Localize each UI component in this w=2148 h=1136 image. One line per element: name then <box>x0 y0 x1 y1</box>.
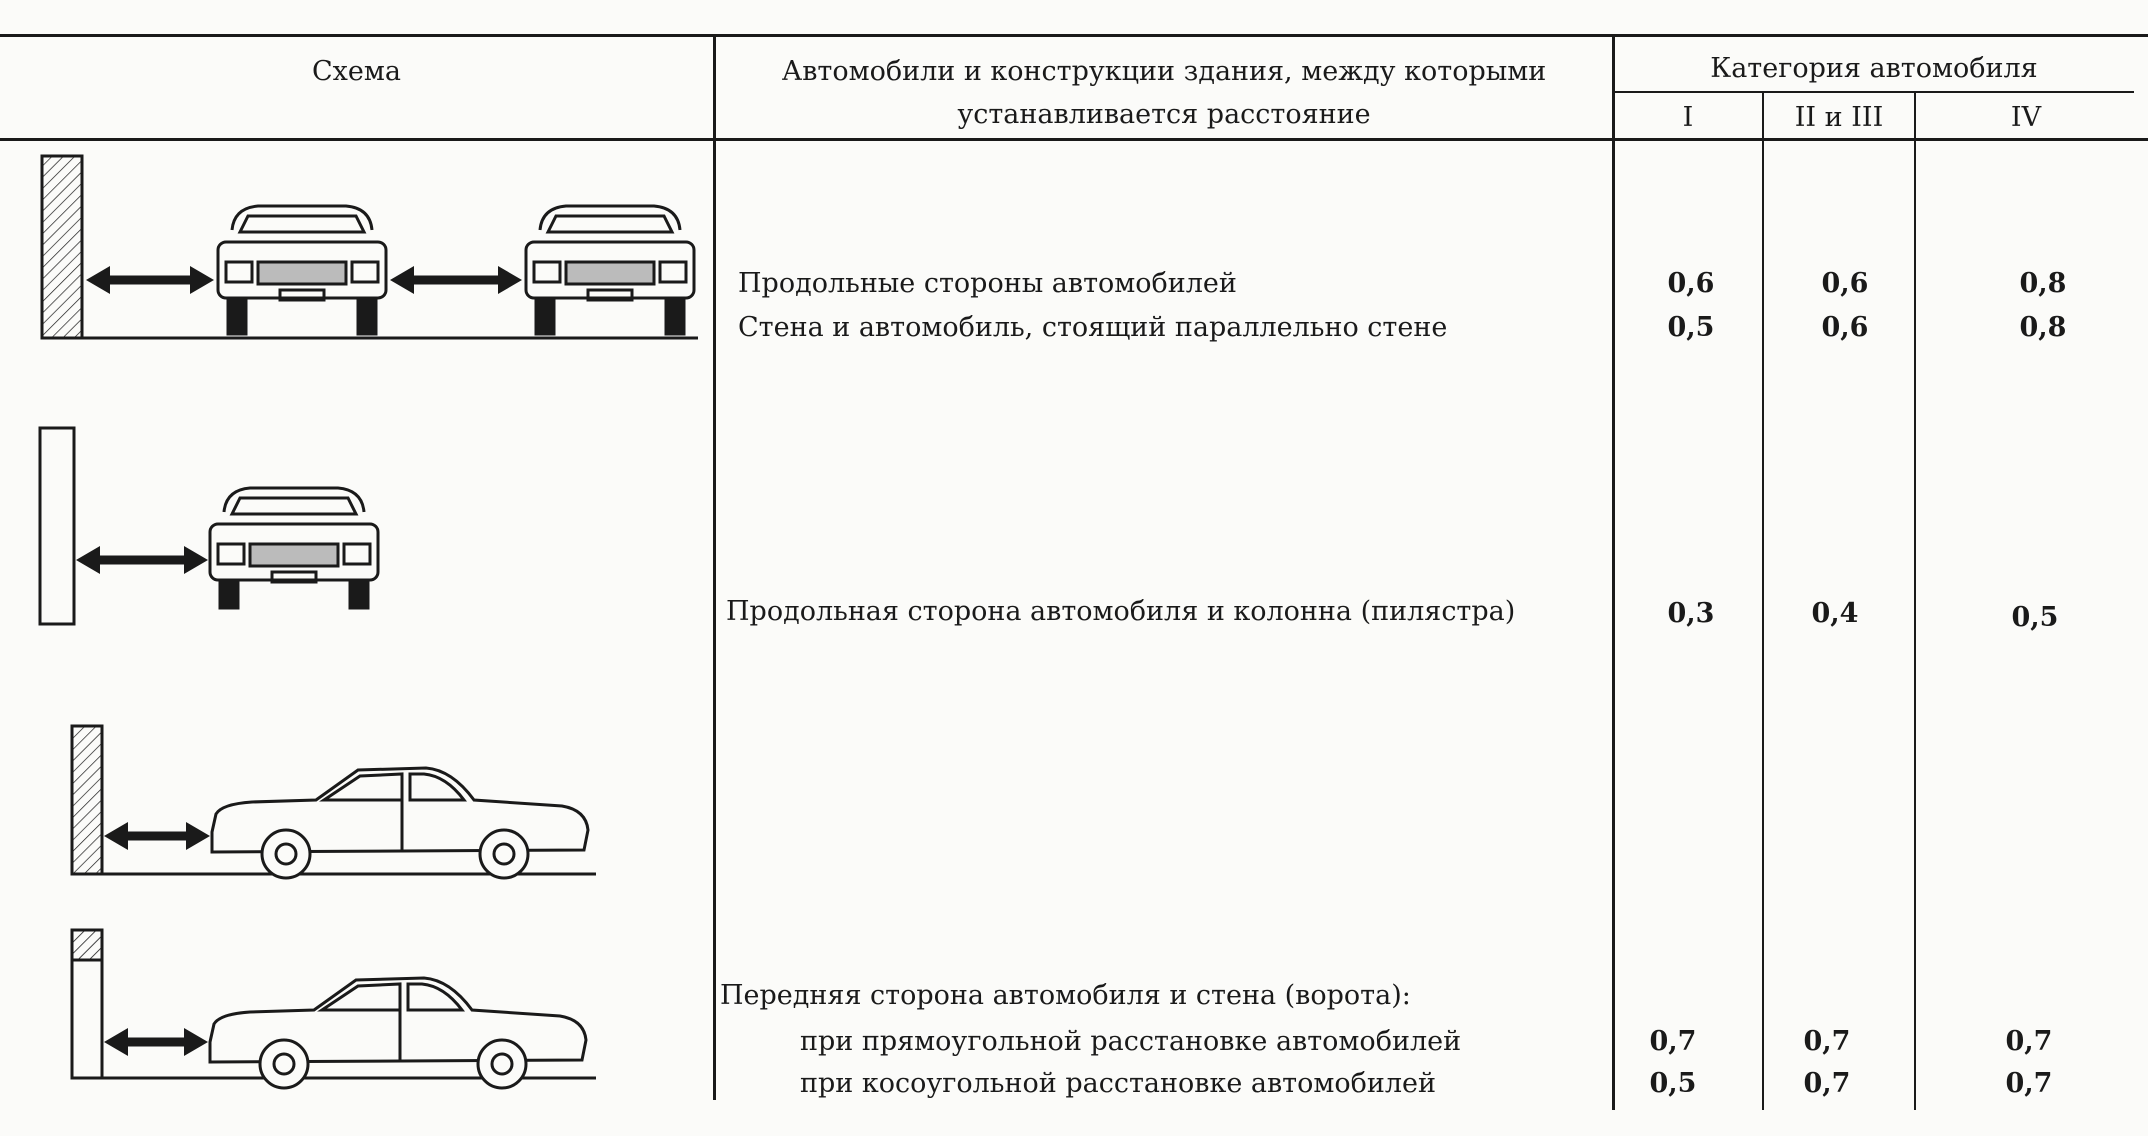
double-arrow-icon <box>104 822 210 850</box>
header-scheme: Схема <box>312 56 401 87</box>
row1a-cat4: 0,8 <box>2019 268 2067 299</box>
row2-cat23: 0,4 <box>1811 598 1859 629</box>
row1b-cat1: 0,5 <box>1667 312 1715 343</box>
row3b-cat1: 0,5 <box>1649 1068 1697 1099</box>
column-divider-cat23 <box>1914 92 1916 1110</box>
double-arrow-icon <box>104 1028 208 1056</box>
row3-line2: при прямоугольной расстановке автомобилей <box>800 1026 1462 1057</box>
row2-cat1: 0,3 <box>1667 598 1715 629</box>
row3b-cat23: 0,7 <box>1803 1068 1851 1099</box>
row2-line1: Продольная сторона автомобиля и колонна (пилястра) <box>726 596 1516 627</box>
wall-icon <box>72 726 102 874</box>
gate-icon <box>72 960 102 1078</box>
header-cat-2-3: II и III <box>1794 102 1884 133</box>
row3-line3: при косоугольной расстановке автомобилей <box>800 1068 1437 1099</box>
scheme-figure-two-cars-front <box>0 140 712 370</box>
row1-line2: Стена и автомобиль, стоящий параллельно стене <box>738 312 1448 343</box>
scheme-figure-car-side-gate <box>0 924 620 1094</box>
car-side-icon <box>212 768 588 878</box>
header-cat-1: I <box>1682 102 1694 133</box>
scheme-figure-car-front-column <box>0 420 420 630</box>
row3a-cat23: 0,7 <box>1803 1026 1851 1057</box>
double-arrow-icon <box>86 266 214 294</box>
category-subheader-rule <box>1612 91 2134 93</box>
row1b-cat23: 0,6 <box>1821 312 1869 343</box>
row2-cat4: 0,5 <box>2011 602 2059 633</box>
wall-icon <box>42 156 82 338</box>
scheme-figure-car-side-wall <box>0 720 620 890</box>
row3-line1: Передняя сторона автомобиля и стена (ворота): <box>720 980 1411 1011</box>
top-rule <box>0 34 2148 37</box>
row3a-cat1: 0,7 <box>1649 1026 1697 1057</box>
row3a-cat4: 0,7 <box>2005 1026 2053 1057</box>
car-front-icon <box>210 488 378 608</box>
row1a-cat1: 0,6 <box>1667 268 1715 299</box>
row1a-cat23: 0,6 <box>1821 268 1869 299</box>
header-category: Категория автомобиля <box>1710 53 2038 84</box>
gate-lintel-icon <box>72 930 102 960</box>
column-divider-description <box>1612 36 1615 1110</box>
car-side-icon <box>210 978 586 1088</box>
double-arrow-icon <box>76 546 208 574</box>
row1b-cat4: 0,8 <box>2019 312 2067 343</box>
column-icon <box>40 428 74 624</box>
header-description-line1: Автомобили и конструкции здания, между которыми <box>781 56 1547 87</box>
header-cat-4: IV <box>2010 102 2042 133</box>
row3b-cat4: 0,7 <box>2005 1068 2053 1099</box>
column-divider-cat1 <box>1762 92 1764 1110</box>
row1-line1: Продольные стороны автомобилей <box>738 268 1237 299</box>
car-front-icon <box>526 206 694 334</box>
header-description-line2: устанавливается расстояние <box>957 99 1371 130</box>
column-divider-scheme <box>713 36 716 1100</box>
car-front-icon <box>218 206 386 334</box>
double-arrow-icon <box>390 266 522 294</box>
